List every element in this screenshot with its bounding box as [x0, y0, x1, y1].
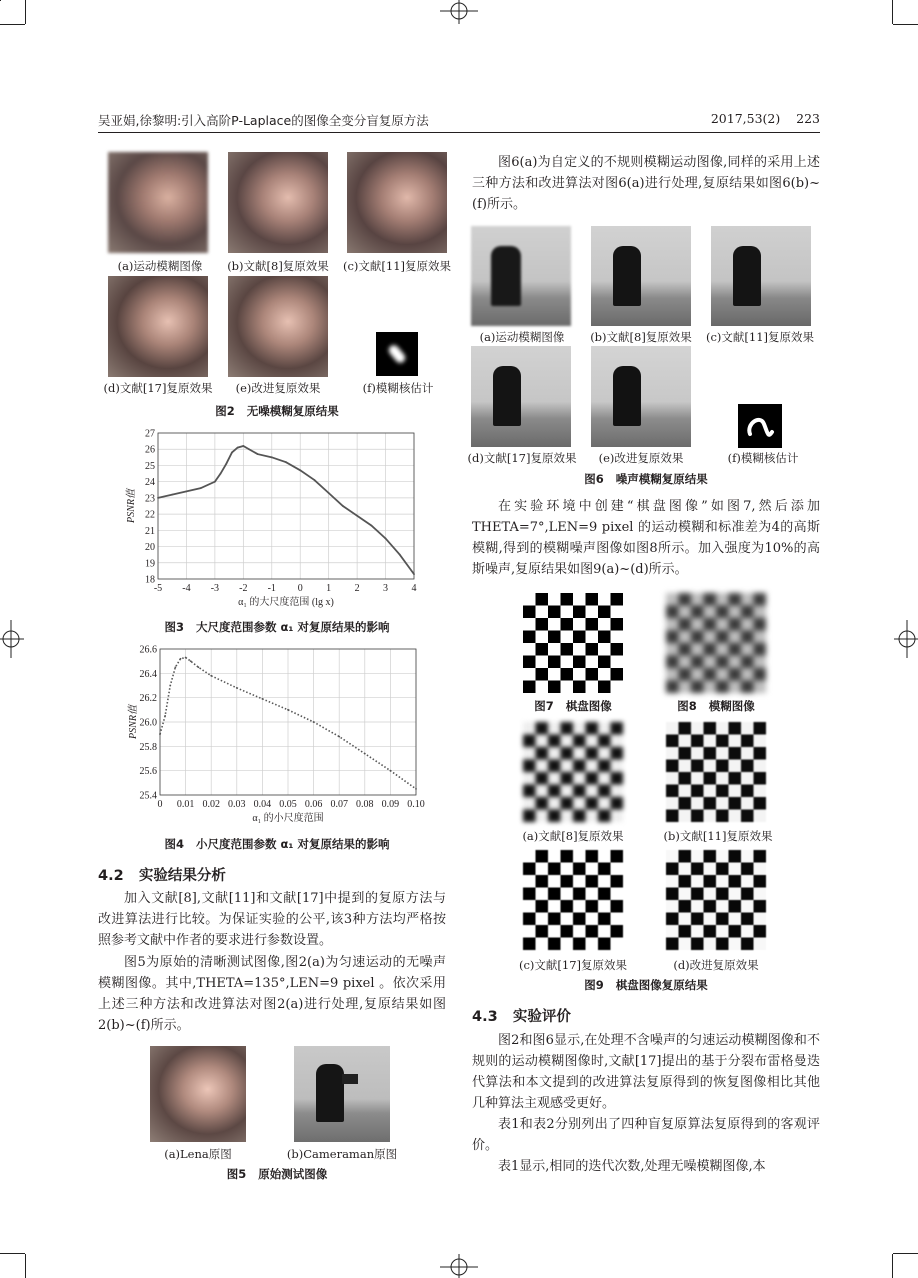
x-tick-label: 0 [297, 583, 303, 594]
section-4-3-paragraph-2: 表1和表2分别列出了四种盲复原算法复原得到的客观评价。 [472, 1117, 820, 1153]
x-tick-label: 0.02 [202, 799, 220, 810]
data-point [186, 491, 188, 493]
registration-mark-top [440, 0, 478, 24]
fig9-caption-d: (d)改进复原效果 [673, 958, 759, 972]
x-tick-label: -3 [210, 583, 220, 594]
crop-mark [0, 1253, 25, 1254]
fig2-image-e [228, 276, 328, 377]
x-tick-label: 0.04 [253, 799, 272, 810]
fig2-caption-f: (f)模糊核估计 [362, 381, 434, 395]
running-header-page: 2017,53(2) 223 [710, 111, 820, 126]
fig7-title: 图7 棋盘图像 [534, 699, 612, 713]
y-tick-label: 26.6 [139, 644, 157, 656]
crop-mark-top-left [0, 0, 1, 1]
y-tick-label: 25.6 [139, 766, 157, 778]
registration-mark-left [0, 620, 24, 658]
y-tick-label: 18 [145, 574, 155, 586]
running-header-title: 吴亚娟,徐黎明:引入高阶P-Laplace的图像全变分盲复原方法 [98, 113, 429, 128]
data-point [415, 788, 417, 790]
data-point [287, 709, 289, 711]
section-4-3-paragraph-3: 表1显示,相同的迭代次数,处理无噪模糊图像,本 [498, 1159, 766, 1174]
section-4-3-heading: 4.3 实验评价 [472, 1009, 571, 1025]
fig2-image-d [108, 276, 208, 377]
fig9-image-c [523, 850, 623, 950]
fig2-image-b [228, 152, 328, 253]
data-point [210, 675, 212, 677]
data-point [171, 494, 173, 496]
y-axis-label: PSNR值 [126, 489, 137, 523]
fig2-caption-a: (a)运动模糊图像 [117, 259, 203, 273]
fig2-image-c [347, 152, 447, 253]
y-tick-label: 27 [145, 428, 155, 440]
fig9-image-b [666, 722, 766, 822]
x-tick-label: 3 [383, 583, 389, 594]
fig6-image-c [711, 226, 811, 326]
fig2-caption-e: (e)改进复原效果 [235, 381, 321, 395]
crop-mark [892, 1254, 893, 1278]
data-point [200, 487, 202, 489]
fig2-kernel-image [376, 332, 418, 376]
fig9-caption-b: (b)文献[11]复原效果 [663, 829, 773, 843]
fig3-title: 图3 大尺度范围参数 α₁ 对复原结果的影响 [164, 620, 390, 634]
right-paragraph-2: 在实验环境中创建“棋盘图像”如图7,然后添加THETA=7°,LEN=9 pixel 的运动模糊和标准差为4的高斯模糊,得到的模糊噪声图像如图8所示。加入强度为10%的高斯噪声,复原结果如图9(a)~(d)所示。 [472, 499, 820, 577]
data-point [190, 660, 192, 662]
data-point [299, 469, 301, 471]
x-tick-label: 0.03 [228, 799, 246, 810]
data-point [271, 456, 273, 458]
data-point [225, 463, 227, 465]
data-point [399, 554, 401, 556]
x-tick-label: 2 [354, 583, 360, 594]
registration-mark-bottom [440, 1254, 478, 1278]
x-tick-label: -4 [182, 583, 191, 594]
fig6-caption-b: (b)文献[8]复原效果 [590, 330, 692, 344]
fig4-chart [118, 643, 438, 831]
header-rule [98, 132, 820, 133]
fig6-caption-e: (e)改进复原效果 [598, 451, 684, 465]
x-tick-label: 4 [411, 583, 417, 594]
fig6-title: 图6 噪声模糊复原结果 [584, 472, 708, 486]
x-tick-label: 0 [157, 799, 163, 810]
crop-mark [892, 0, 893, 24]
section-4-3-paragraph-1: 图2和图6显示,在处理不含噪声的匀速运动模糊图像和不规则的运动模糊图像时,文献[17]提出的基于分裂布雷格曼迭代算法和本文提到的改进算法复原得到的恢复图像相比其他几种算法主观感受更好。 [472, 1033, 820, 1111]
fig9-image-a [523, 722, 623, 822]
x-tick-label: 1 [326, 583, 332, 594]
data-point [364, 753, 366, 755]
data-point [220, 473, 222, 475]
section-4-2-paragraph-1: 加入文献[8],文献[11]和文献[17]中提到的复原方法与改进算法进行比较。为保证实验的公平,该3种方法均严格按照参考文献中作者的要求进行参数设置。 [98, 891, 446, 948]
y-tick-label: 26.4 [139, 668, 157, 680]
data-point [198, 666, 200, 668]
section-4-2-paragraph-2: 图5为原始的清晰测试图像,图2(a)为匀速运动的无噪声模糊图像。其中,THETA=135°,LEN=9 pixel 。依次采用上述三种方法和改进算法对图2(a)进行处理,复原结果如图2(b)~(f)所示。 [98, 955, 446, 1033]
x-tick-label: -1 [267, 583, 276, 594]
x-tick-label: -2 [239, 583, 248, 594]
y-tick-label: 22 [145, 509, 155, 521]
fig6-caption-a: (a)运动模糊图像 [479, 330, 565, 344]
x-tick-label: 0.10 [407, 799, 425, 810]
crop-mark [25, 0, 26, 24]
data-point [342, 505, 344, 507]
data-point [248, 448, 250, 450]
crop-mark [25, 1254, 26, 1278]
fig6-image-d [471, 346, 571, 447]
data-point [231, 452, 233, 454]
data-point [314, 479, 316, 481]
y-tick-label: 20 [145, 542, 155, 554]
fig2-caption-d: (d)文献[17]复原效果 [103, 381, 213, 395]
y-tick-label: 19 [145, 558, 155, 570]
data-point [338, 736, 340, 738]
fig9-caption-a: (a)文献[8]复原效果 [522, 829, 624, 843]
section-4-2-heading: 4.2 实验结果分析 [98, 868, 226, 884]
crop-mark [0, 24, 25, 25]
data-point [285, 461, 287, 463]
fig8-title: 图8 模糊图像 [677, 699, 755, 713]
x-tick-label: 0.01 [176, 799, 195, 810]
data-point [262, 698, 264, 700]
data-point [370, 525, 372, 527]
fig2-caption-b: (b)文献[8]复原效果 [227, 259, 329, 273]
fig6-image-b [591, 226, 691, 326]
x-tick-label: -5 [153, 583, 163, 594]
data-point [185, 657, 187, 659]
y-tick-label: 24 [145, 477, 155, 489]
fig5-cameraman-image [294, 1046, 390, 1142]
fig9-title: 图9 棋盘图像复原结果 [584, 978, 708, 992]
y-tick-label: 21 [145, 525, 155, 537]
y-tick-label: 23 [145, 493, 155, 505]
fig5-caption-a: (a)Lena原图 [164, 1147, 232, 1161]
data-point [174, 666, 176, 668]
data-point [385, 538, 387, 540]
x-tick-label: 0.08 [356, 799, 374, 810]
data-point [159, 733, 161, 735]
x-axis-label: α₁ 的大尺度范围 (lg x) [238, 597, 334, 608]
data-point [257, 453, 259, 455]
y-tick-label: 26 [145, 444, 155, 456]
x-axis-label: α₁ 的小尺度范围 [252, 813, 324, 824]
crop-mark [893, 1253, 918, 1254]
y-tick-label: 25.8 [139, 741, 157, 753]
data-point [242, 445, 244, 447]
x-tick-label: 0.07 [330, 799, 348, 810]
fig2-image-a [108, 152, 208, 253]
data-point [328, 492, 330, 494]
x-tick-label: 0.05 [279, 799, 297, 810]
data-point [157, 497, 159, 499]
y-axis-label: PSNR值 [128, 705, 139, 739]
data-point [214, 481, 216, 483]
fig4-title: 图4 小尺度范围参数 α₁ 对复原结果的影响 [164, 837, 390, 851]
fig6-caption-c: (c)文献[11]复原效果 [705, 330, 815, 344]
fig9-image-d [666, 850, 766, 950]
y-tick-label: 25.4 [139, 790, 157, 802]
data-point [390, 770, 392, 772]
fig3-chart [118, 425, 438, 617]
fig2-caption-c: (c)文献[11]复原效果 [342, 259, 452, 273]
y-tick-label: 26.2 [139, 693, 157, 705]
fig7-checkerboard-image [523, 593, 623, 693]
registration-mark-right [894, 620, 918, 658]
fig2-title: 图2 无噪模糊复原结果 [215, 404, 339, 418]
crop-mark [893, 24, 918, 25]
fig6-image-a [471, 226, 571, 326]
data-point [169, 685, 171, 687]
plot-frame [158, 433, 414, 579]
data-point [413, 573, 415, 575]
fig6-kernel-image [738, 404, 782, 448]
x-tick-label: 0.06 [304, 799, 323, 810]
x-tick-label: 0.09 [381, 799, 400, 810]
data-point [313, 721, 315, 723]
fig8-blurred-image [666, 593, 766, 693]
data-point [237, 447, 239, 449]
data-point [180, 658, 182, 660]
fig9-caption-c: (c)文献[17]复原效果 [518, 958, 628, 972]
right-paragraph-1: 图6(a)为自定义的不规则模糊运动图像,同样的采用上述三种方法和改进算法对图6(a)进行处理,复原结果如图6(b)~(f)所示。 [472, 155, 820, 212]
data-point [236, 687, 238, 689]
y-tick-label: 26.0 [139, 717, 157, 729]
y-tick-label: 25 [145, 460, 155, 472]
fig6-caption-f: (f)模糊核估计 [727, 451, 799, 465]
data-point [356, 515, 358, 517]
fig5-caption-b: (b)Cameraman原图 [286, 1147, 398, 1161]
fig5-title: 图5 原始测试图像 [226, 1167, 328, 1181]
data-point [164, 715, 166, 717]
fig6-image-e [591, 346, 691, 447]
fig6-caption-d: (d)文献[17]复原效果 [467, 451, 577, 465]
fig5-lena-image [150, 1046, 246, 1142]
